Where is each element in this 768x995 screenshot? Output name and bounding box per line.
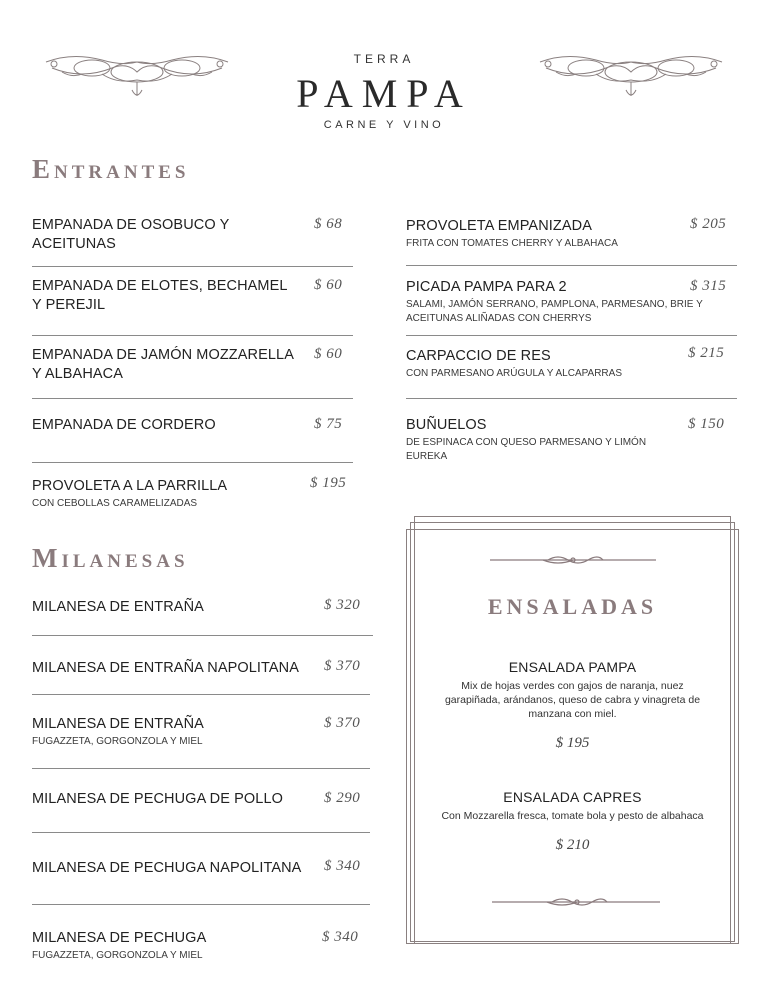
item-desc: FUGAZZETA, GORGONZOLA Y MIEL [32,950,203,961]
entrantes-title: Entrantes [32,154,190,184]
list-item [32,277,292,315]
salad-name: ENSALADA PAMPA [508,659,637,675]
list-item [32,416,292,435]
item-price: $ 340 [322,929,359,945]
brand-top: TERRA [353,52,415,66]
list-item [406,278,726,326]
divider [32,335,353,336]
bottom-divider-ornament-icon [490,895,662,909]
item-price: $ 370 [324,715,361,731]
item-name: PICADA PAMPA PARA 2 [406,279,567,295]
item-price: $ 60 [314,346,343,362]
item-name: MILANESA DE PECHUGA DE POLLO [32,791,283,807]
item-name: MILANESA DE PECHUGA [32,930,207,946]
item-price: $ 205 [690,216,727,232]
milanesas-title: Milanesas [32,543,189,573]
brand-tagline: CARNE Y VINO [323,119,445,131]
salad-price: $ 210 [555,837,590,853]
item-name: EMPANADA DE OSOBUCO Y ACEITUNAS [32,217,230,252]
list-item [32,790,322,809]
divider [406,398,737,399]
divider [32,266,353,267]
item-name: EMPANADA DE JAMÓN MOZZARELLA Y ALBAHACA [32,347,294,382]
item-desc: SALAMI, JAMÓN SERRANO, PAMPLONA, PARMESANO, BRIE Y ACEITUNAS ALIÑADAS CON CHERRYS [406,299,703,324]
item-name: BUÑUELOS [406,417,487,433]
list-item [32,929,322,963]
ensaladas-title: ENSALADAS [487,594,658,619]
list-item [32,598,312,617]
divider [406,265,737,266]
item-name: CARPACCIO DE RES [406,348,551,364]
divider [32,904,370,905]
salad-name: ENSALADA CAPRES [503,789,642,805]
item-price: $ 290 [324,790,361,806]
item-price: $ 320 [324,597,361,613]
top-divider-ornament-icon [488,553,658,567]
salad-item [440,659,705,752]
item-name: EMPANADA DE ELOTES, BECHAMEL Y PEREJIL [32,278,288,313]
salad-price: $ 195 [555,735,590,751]
item-name: EMPANADA DE CORDERO [32,417,216,433]
item-price: $ 150 [688,416,725,432]
list-item [406,347,676,381]
salad-desc: Con Mozzarella fresca, tomate bola y pesto de albahaca [441,810,704,822]
divider [32,635,373,636]
item-name: MILANESA DE PECHUGA NAPOLITANA [32,860,302,876]
item-price: $ 215 [688,345,725,361]
list-item [32,346,302,384]
item-name: MILANESA DE ENTRAÑA NAPOLITANA [32,660,300,676]
item-desc: FUGAZZETA, GORGONZOLA Y MIEL [32,736,203,747]
brand-name: PAMPA [296,71,472,116]
divider [32,832,370,833]
item-price: $ 75 [314,416,343,432]
item-desc: CON CEBOLLAS CARAMELIZADAS [32,498,198,509]
list-item [32,216,282,254]
list-item [32,715,312,749]
list-item [32,659,322,678]
salad-desc: Mix de hojas verdes con gajos de naranja, nuez garapiñada, arándanos, queso de cabra y vinagreta de manzana con miel. [444,680,701,720]
item-price: $ 68 [314,216,343,232]
divider [32,694,370,695]
item-name: PROVOLETA A LA PARRILLA [32,478,228,494]
item-desc: CON PARMESANO ARÚGULA Y ALCAPARRAS [406,368,622,379]
item-price: $ 315 [690,278,727,294]
salad-item [440,789,705,854]
item-name: MILANESA DE ENTRAÑA [32,716,204,732]
divider [32,398,353,399]
item-price: $ 370 [324,658,361,674]
divider [32,462,353,463]
item-name: MILANESA DE ENTRAÑA [32,599,204,615]
item-price: $ 340 [324,858,361,874]
list-item [32,477,292,511]
list-item [32,859,322,878]
item-desc: FRITA CON TOMATES CHERRY Y ALBAHACA [406,238,618,249]
list-item [406,416,671,464]
divider [32,768,370,769]
divider [406,335,737,336]
item-price: $ 60 [314,277,343,293]
item-price: $ 195 [310,475,347,491]
list-item [406,217,676,251]
item-desc: DE ESPINACA CON QUESO PARMESANO Y LIMÓN EUREKA [406,437,647,462]
item-name: PROVOLETA EMPANIZADA [406,218,592,234]
